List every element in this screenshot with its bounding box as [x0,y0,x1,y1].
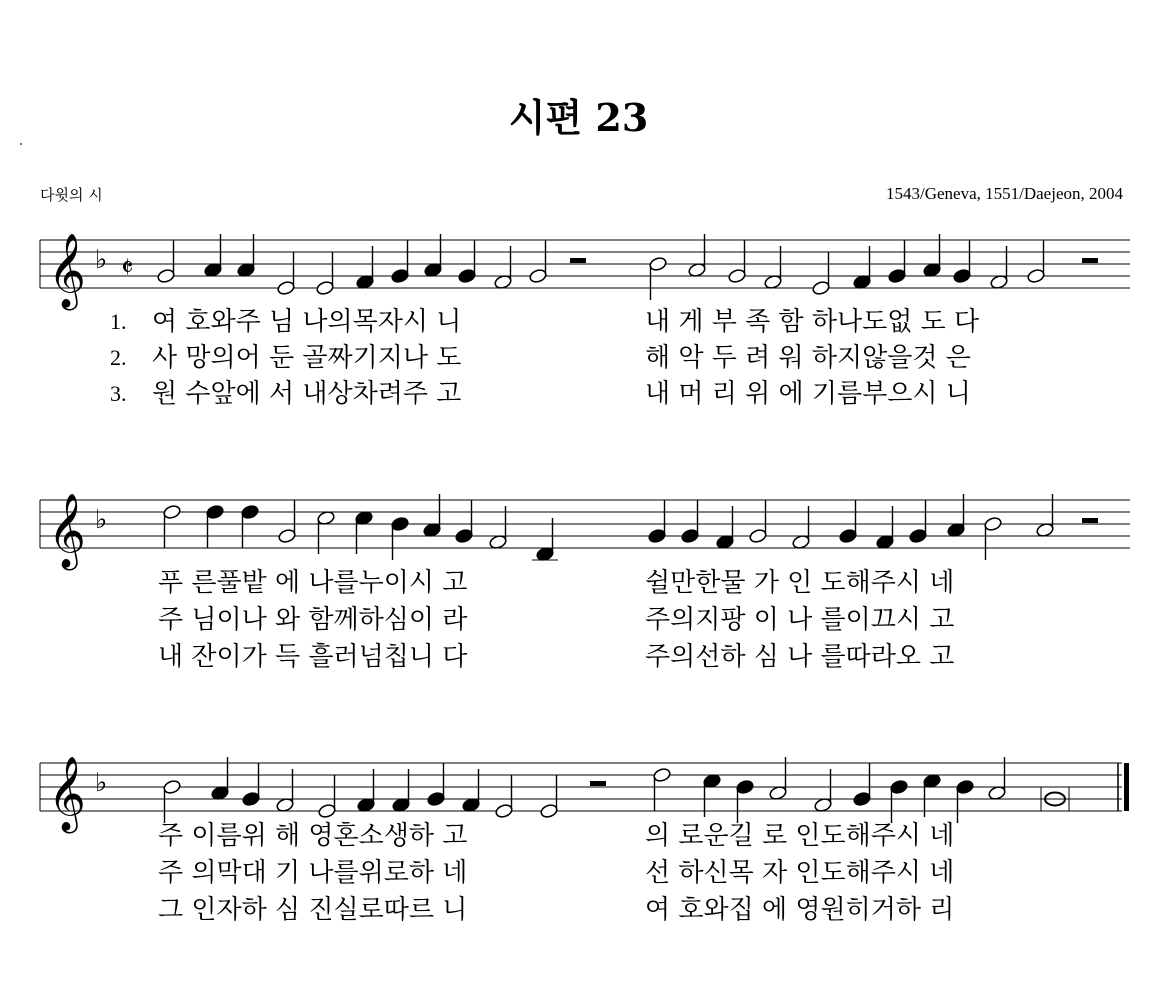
half-note-icon [276,769,295,813]
lyric-line: 주 님이나 와 함께하심이 라 [158,605,468,635]
quarter-note-icon [206,504,225,548]
flat-icon: ♭ [95,768,108,798]
quarter-note-icon [736,779,755,823]
half-rest-icon [1082,518,1098,523]
lyric-line: 그 인자하 심 진실로따르 니 [158,895,468,925]
quarter-note-icon [391,240,410,284]
cut-time-icon: 𝄵 [121,251,134,284]
half-note-icon [984,516,1003,560]
quarter-note-icon [947,494,966,538]
staff-system-2 [0,460,1157,580]
quarter-note-icon [956,779,975,823]
quarter-note-icon [357,769,376,813]
verse-number: 3. [110,381,127,406]
lyric-line: 원 수앞에 서 내상차려주 고 [152,379,462,409]
half-note-icon [749,500,768,544]
half-note-icon [316,252,335,296]
half-note-icon [764,246,783,290]
half-note-icon [653,767,672,811]
quarter-note-icon [458,240,477,284]
quarter-note-icon [681,500,700,544]
half-note-icon [814,769,833,813]
half-note-icon [318,775,337,819]
lyric-line: 푸 른풀밭 에 나를누이시 고 [158,568,468,598]
quarter-note-icon [888,240,907,284]
half-note-icon [163,779,182,823]
lyric-line: 선 하신목 자 인도해주시 네 [645,858,955,888]
quarter-note-icon [853,246,872,290]
half-note-icon [317,510,336,554]
quarter-note-icon [532,518,558,562]
quarter-note-icon [853,763,872,807]
quarter-note-icon [703,773,722,817]
quarter-note-icon [356,246,375,290]
half-note-icon [988,757,1007,801]
quarter-note-icon [839,500,858,544]
quarter-note-icon [211,757,230,801]
notes-system-3 [163,757,1069,823]
lyric-line: 내 게 부 족 함 하나도없 도 다 [645,307,980,337]
half-note-icon [769,757,788,801]
quarter-note-icon [462,769,481,813]
quarter-note-icon [237,234,256,278]
lyric-line: 해 악 두 려 워 하지않을것 은 [645,343,971,373]
lyric-line: 주의선하 심 나 를따라오 고 [645,642,955,672]
treble-clef-icon: 𝄞 [48,757,86,831]
lyric-line: 여 호와집 에 영원히거하 리 [645,895,955,925]
credit-line: 1543/Geneva, 1551/Daejeon, 2004 [886,184,1123,203]
quarter-note-icon [876,506,895,550]
lyric-line: 사 망의어 둔 골짜기지나 도 [152,343,462,373]
half-rest-icon [570,258,586,263]
half-note-icon [688,234,707,278]
staff-lines [40,240,1130,288]
half-note-icon [489,506,508,550]
half-note-icon [495,775,514,819]
lyric-line: 주 이름위 해 영혼소생하 고 [158,821,468,851]
lyric-line: 여 호와주 님 나의목자시 니 [152,307,462,337]
quarter-note-icon [923,234,942,278]
verse-number: 1. [110,309,127,334]
half-note-icon [1027,240,1046,284]
half-note-icon [649,256,668,300]
half-note-icon [792,506,811,550]
half-note-icon [990,246,1009,290]
half-note-icon [277,252,296,296]
quarter-note-icon [455,500,474,544]
quarter-note-icon [391,516,410,560]
notes-system-2 [163,494,1098,562]
half-note-icon [494,246,513,290]
staff-system-1 [0,200,1157,320]
quarter-note-icon [204,234,223,278]
verse-number: 2. [110,345,127,370]
flat-icon: ♭ [95,245,108,275]
flat-icon: ♭ [95,505,108,535]
quarter-note-icon [241,504,260,548]
half-note-icon [1036,494,1055,538]
half-rest-icon [1082,258,1098,263]
treble-clef-icon: 𝄞 [48,234,86,308]
page-title: 시편 23 [508,95,649,140]
lyric-line: 의 로운길 로 인도해주시 네 [645,821,955,851]
quarter-note-icon [923,773,942,817]
quarter-note-icon [423,494,442,538]
lyric-line: 쉴만한물 가 인 도해주시 네 [645,568,955,598]
quarter-note-icon [392,769,411,813]
lyric-line: 내 머 리 위 에 기름부으시 니 [645,379,971,409]
half-note-icon [529,240,548,284]
half-rest-icon [590,781,606,786]
quarter-note-icon [242,763,261,807]
half-note-icon [163,504,182,548]
quarter-note-icon [909,500,928,544]
half-note-icon [812,252,831,296]
staff-lines [40,500,1130,548]
notes-system-1 [157,234,1098,300]
quarter-note-icon [890,779,909,823]
quarter-note-icon [427,763,446,807]
treble-clef-icon: 𝄞 [48,494,86,568]
quarter-note-icon [716,506,735,550]
half-note-icon [728,240,747,284]
subtitle: 다윗의 시 [40,186,103,204]
quarter-note-icon [424,234,443,278]
half-note-icon [157,240,176,284]
lyric-line: 내 잔이가 득 흘러넘칩니 다 [158,642,468,672]
half-note-icon [540,775,559,819]
quarter-note-icon [648,500,667,544]
lyric-line: 주의지팡 이 나 를이끄시 고 [645,605,955,635]
half-note-icon [278,500,297,544]
quarter-note-icon [355,510,374,554]
lyric-line: 주 의막대 기 나를위로하 네 [158,858,468,888]
quarter-note-icon [953,240,972,284]
